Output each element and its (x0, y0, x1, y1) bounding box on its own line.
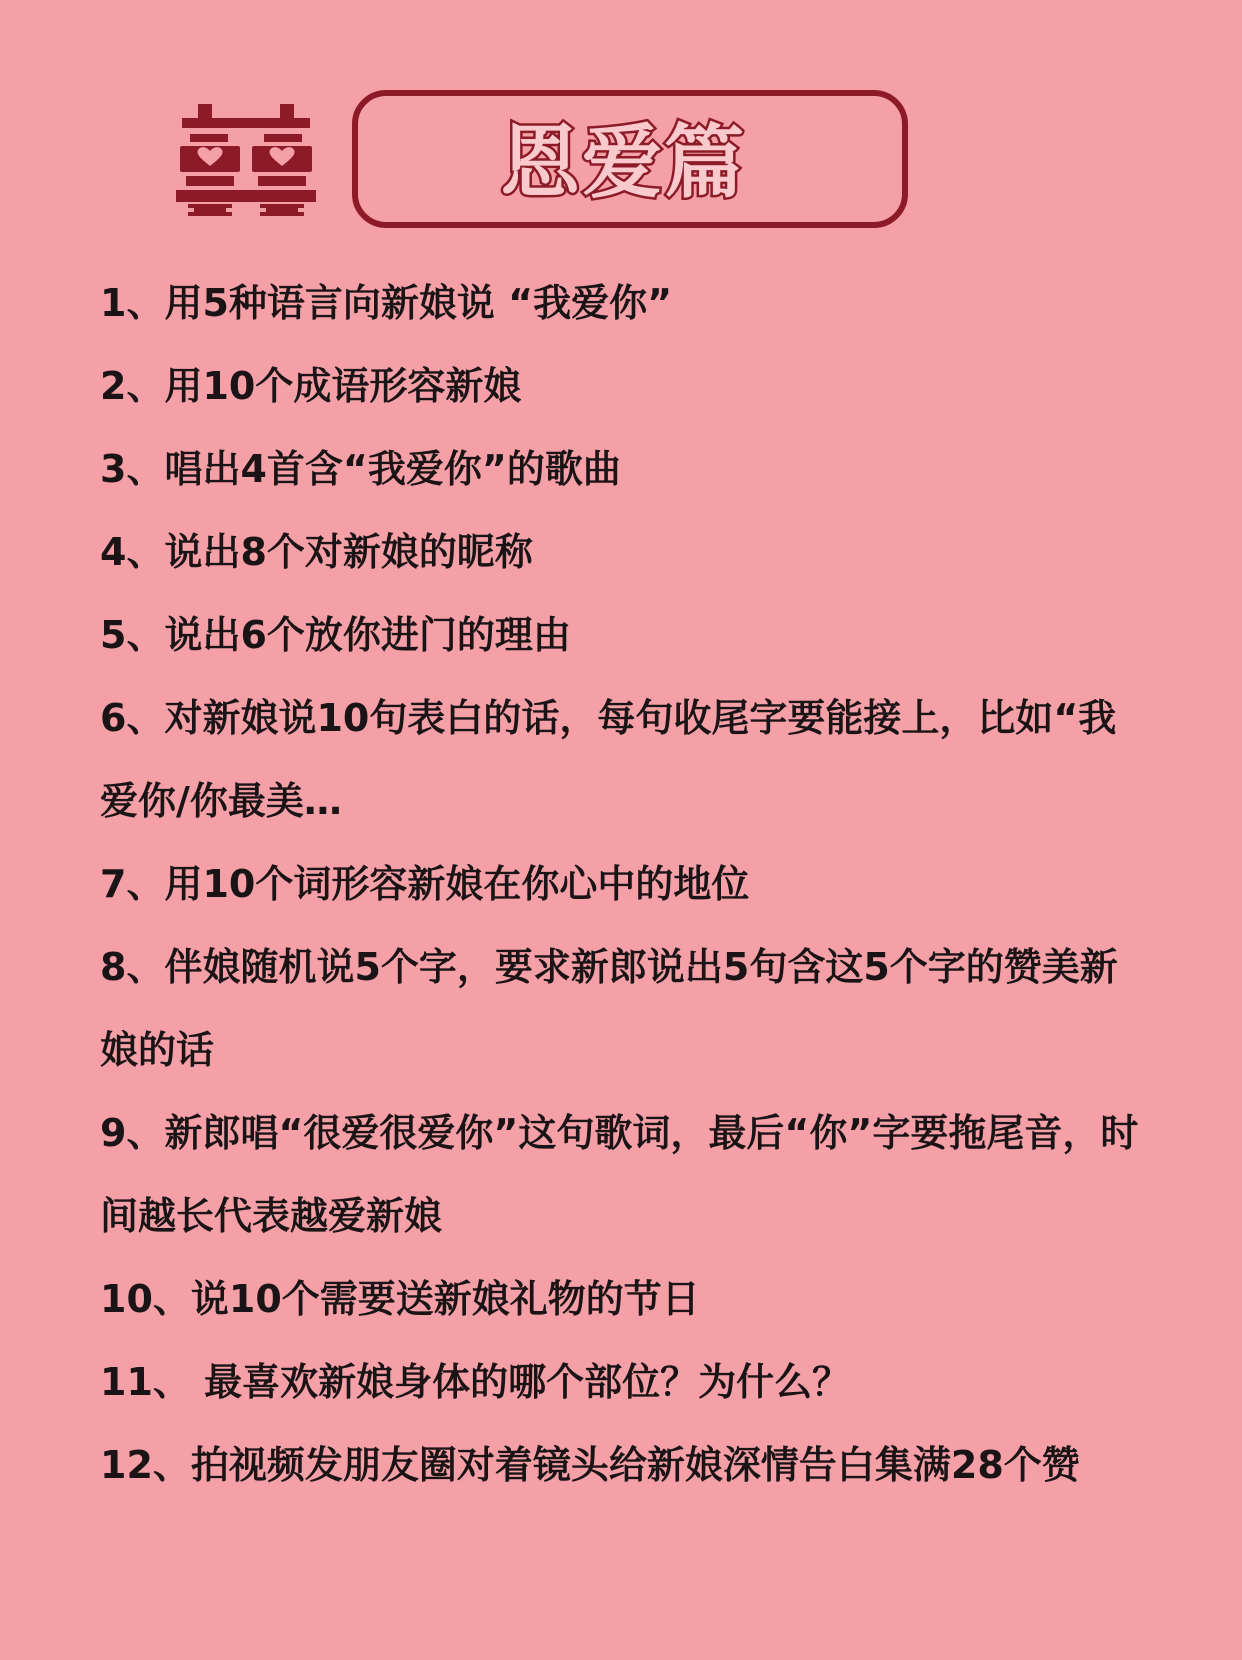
list-item: 9、新郎唱“很爱很爱你”这句歌词，最后“你”字要拖尾音，时间越长代表越爱新娘 (100, 1111, 1139, 1238)
list-item: 5、说出6个放你进门的理由 (100, 613, 571, 657)
list-item: 11、 最喜欢新娘身体的哪个部位？为什么？ (100, 1360, 851, 1404)
list-item: 1、用5种语言向新娘说 “我爱你” (100, 281, 673, 325)
list-item: 7、用10个词形容新娘在你心中的地位 (100, 862, 750, 906)
list-item: 2、用10个成语形容新娘 (100, 364, 522, 408)
list-item: 4、说出8个对新娘的昵称 (100, 530, 533, 574)
header (0, 0, 1242, 250)
list-item: 8、伴娘随机说5个字，要求新郎说出5句含这5个字的赞美新娘的话 (100, 945, 1118, 1072)
page-title: 恩爱篇 (500, 116, 746, 209)
double-happiness-icon (176, 104, 316, 216)
list-item: 12、拍视频发朋友圈对着镜头给新娘深情告白集满28个赞 (100, 1443, 1080, 1487)
task-list (100, 262, 1150, 1507)
list-item: 3、唱出4首含“我爱你”的歌曲 (100, 447, 621, 491)
list-item: 6、对新娘说10句表白的话，每句收尾字要能接上，比如“我爱你/你最美… (100, 696, 1117, 823)
list-item: 10、说10个需要送新娘礼物的节日 (100, 1277, 700, 1321)
